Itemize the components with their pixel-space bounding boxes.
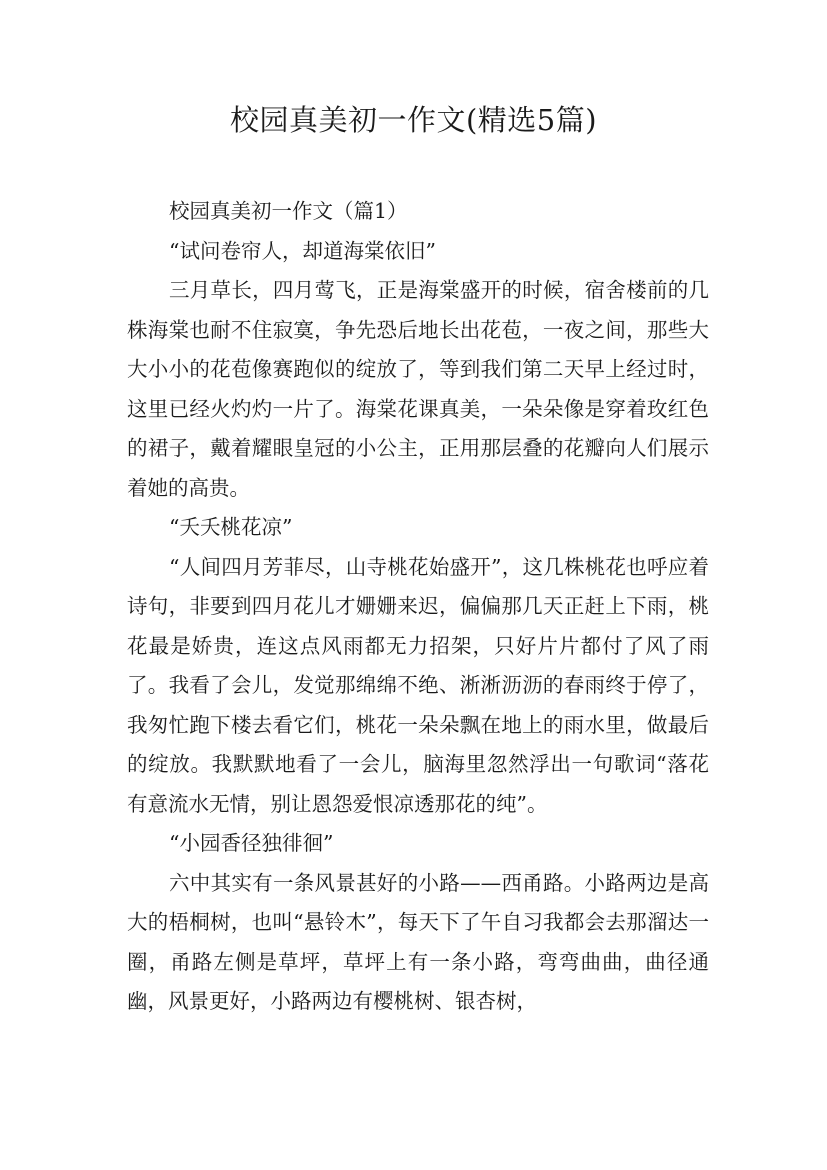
body-paragraph: 六中其实有一条风景甚好的小路——西甬路。小路两边是高大的梧桐树，也叫“悬铃木”，每天下了午自习我都会去那溜达一圈，甬路左侧是草坪，草坪上有一条小路，弯弯曲曲，曲径通幽，风景更好，小路两边有樱桃树、银杏树， [127,870,709,1013]
subsection-title: “试问卷帘人，却道海棠依旧” [169,238,436,263]
section-heading: 校园真美初一作文（篇1） [169,199,408,223]
document-title: 校园真美初一作文(精选5篇) [229,103,598,137]
document-body [127,192,709,1022]
subsection-title: “夭夭桃花凉” [169,515,293,539]
subsection-title: “小园香径独徘徊” [169,831,334,855]
body-paragraph: 三月草长，四月莺飞，正是海棠盛开的时候，宿舍楼前的几株海棠也耐不住寂寞，争先恐后地长出花苞，一夜之间，那些大大小小的花苞像赛跑似的绽放了，等到我们第二天早上经过时，这里已经火灼灼一片了。海棠花课真美，一朵朵像是穿着玫红色的裙子，戴着耀眼皇冠的小公主，正用那层叠的花瓣向人们展示着她的高贵。 [127,278,709,500]
body-paragraph: “人间四月芳菲尽，山寺桃花始盛开”，这几株桃花也呼应着诗句，非要到四月花儿才姗姗来迟，偏偏那几天正赶上下雨，桃花最是娇贵，连这点风雨都无力招架，只好片片都付了风了雨了。我看了会儿，发觉那绵绵不绝、淅淅沥沥的春雨终于停了，我匆忙跑下楼去看它们，桃花一朵朵飘在地上的雨水里，做最后的绽放。我默默地看了一会儿，脑海里忽然浮出一句歌词“落花有意流水无情，别让恩怨爱恨凉透那花的纯”。 [127,554,709,816]
